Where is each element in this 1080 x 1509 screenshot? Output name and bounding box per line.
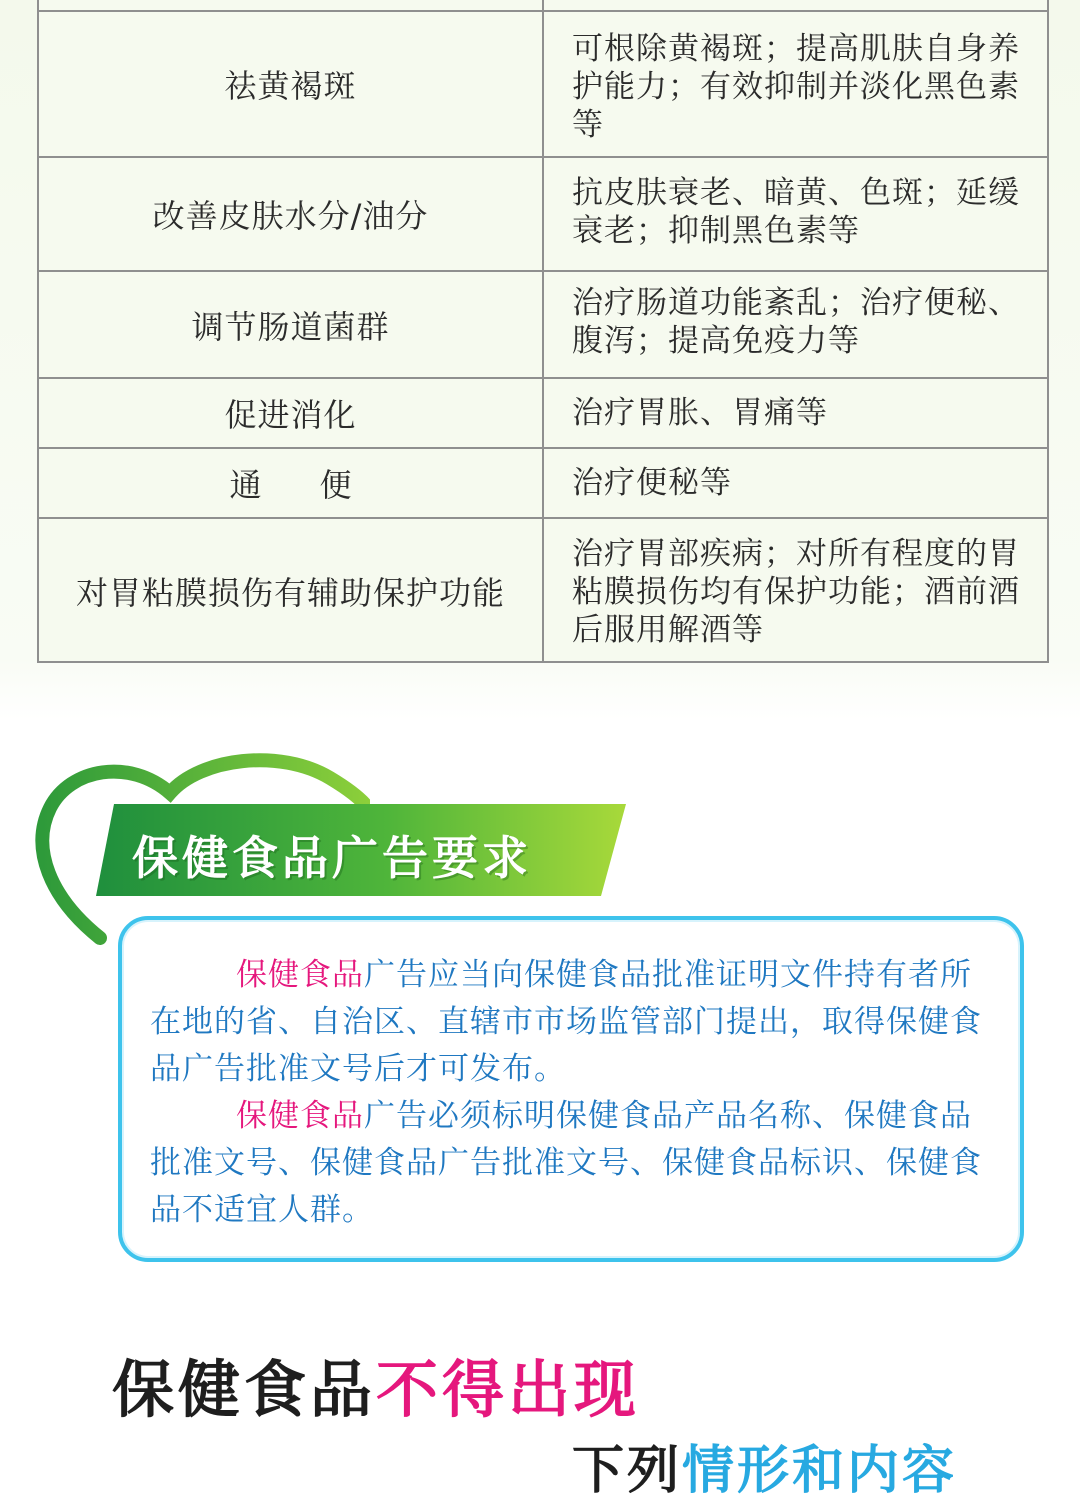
function-cell: 促进消化 <box>39 379 544 447</box>
headline-pink-text: 不得出现 <box>376 1353 641 1426</box>
table-row <box>39 0 1047 12</box>
function-cell: 对胃粘膜损伤有辅助保护功能 <box>39 519 544 663</box>
function-cell: 调节肠道菌群 <box>39 272 544 377</box>
highlight-text: 保健食品 <box>236 1098 364 1134</box>
function-cell: 祛黄褐斑 <box>39 12 544 156</box>
function-cell <box>39 0 544 10</box>
highlight-text: 保健食品 <box>236 957 364 993</box>
function-cell <box>39 449 544 517</box>
effect-cell: 治疗便秘等 <box>572 465 732 501</box>
effect-cell <box>544 0 1047 10</box>
info-paragraph <box>150 952 1000 1093</box>
function-label: 通便 <box>229 466 410 504</box>
table-row <box>39 12 1047 158</box>
section-title: 保健食品广告要求 <box>132 831 532 885</box>
info-paragraph <box>150 1093 1000 1234</box>
headline-blue-text: 情形和内容 <box>682 1441 958 1501</box>
table-row <box>39 519 1047 663</box>
table-row <box>39 449 1047 519</box>
effect-cell: 抗皮肤衰老、暗黄、色斑；延缓衰老；抑制黑色素等 <box>572 175 1020 249</box>
table-row <box>39 272 1047 379</box>
paragraph-text: 广告应当向保健食品批准证明文件持有者所在地的省、自治区、直辖市市场监管部门提出，取得保健食品广告批准文号后才可发布。 <box>150 957 982 1087</box>
headline-dark-text: 下列 <box>572 1441 683 1501</box>
paragraph-text: 广告必须标明保健食品产品名称、保健食品批准文号、保健食品广告批准文号、保健食品标识、保健食品不适宜人群。 <box>150 1098 982 1228</box>
table-row <box>39 379 1047 449</box>
function-cell: 改善皮肤水分/油分 <box>39 158 544 270</box>
effect-cell: 治疗胃胀、胃痛等 <box>572 395 828 431</box>
headline-line1 <box>112 1340 640 1429</box>
effect-cell: 治疗胃部疾病；对所有程度的胃粘膜损伤均有保护功能；酒前酒后服用解酒等 <box>572 536 1020 648</box>
headline-dark-text: 保健食品 <box>112 1353 377 1426</box>
effect-cell: 可根除黄褐斑；提高肌肤自身养护能力；有效抑制并淡化黑色素等 <box>572 31 1020 143</box>
effect-cell: 治疗肠道功能紊乱；治疗便秘、腹泻；提高免疫力等 <box>572 285 1020 359</box>
headline-line2 <box>572 1428 957 1503</box>
function-table <box>37 0 1049 663</box>
table-row <box>39 158 1047 272</box>
